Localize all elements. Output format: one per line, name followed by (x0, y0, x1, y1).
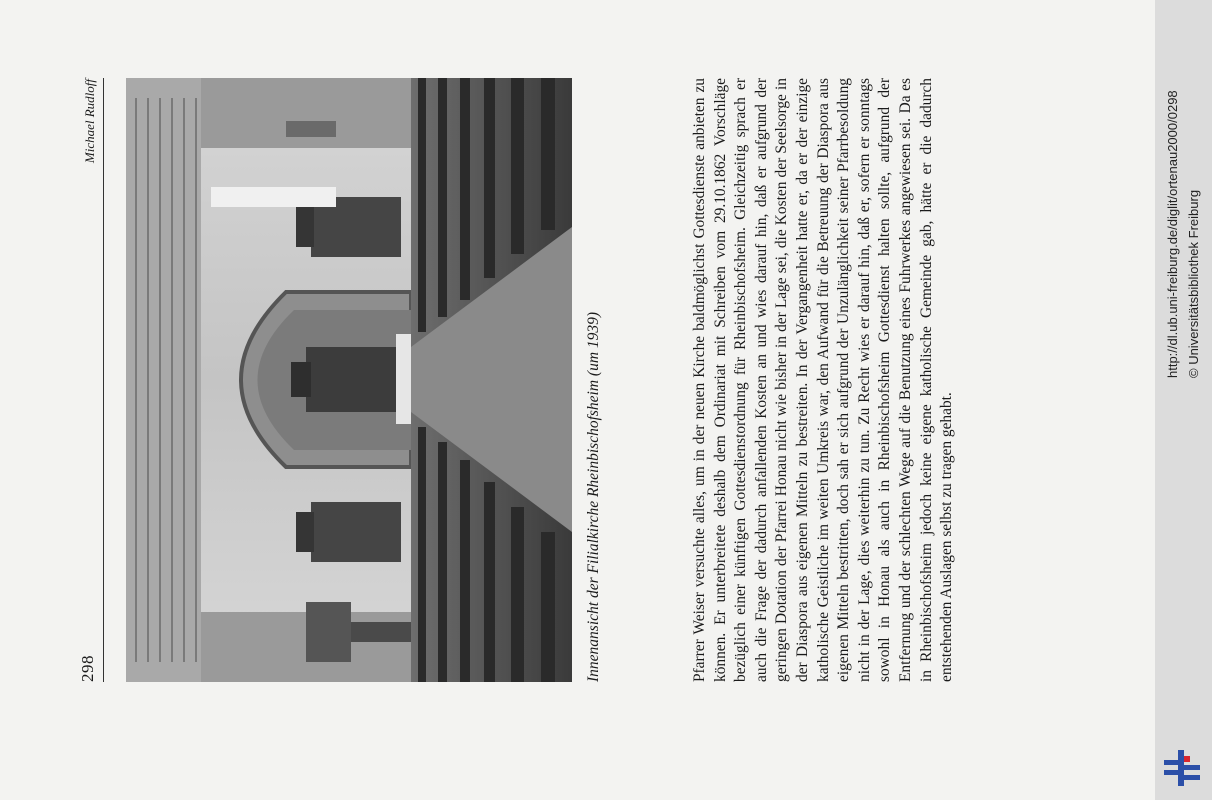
sidebar-text (1155, 0, 1212, 790)
body-paragraph: Pfarrer Weiser versuchte alles, um in der neuen Kirche baldmöglichst Gottesdienste anbieten zu können. Er unterbreitete deshalb dem Ordinariat mit Schreiben vom 29.10.1862 Vorschläge bezüglich einer künftigen Gottesdienstordnung für Rheinbischofsheim. Gleichzeitig sprach er auch die Frage der dadurch anfallenden Kosten an und wies darauf hin, daß er aufgrund der geringen Dotation der Pfarrei Honau nicht wie bisher in der Lage sei, die Kosten der Seelsorge in der Diaspora aus eigenen Mitteln zu bestreiten. In der Vergangenheit hatte er, da er der einzige katholische Geistliche im weiten Umkreis war, den Aufwand für die Betreuung der Diaspora aus eigenen Mitteln bestritten, doch sah er sich aufgrund der Unzulänglichkeit seiner Pfarrbesoldung nicht in der Lage, dies weiterhin zu tun. Zu Recht wies er darauf hin, daß er, sofern er sonntags sowohl in Honau als auch in Rheinbischofsheim Gottesdienst halten sollte, aufgrund der Entfernung und der schlechten Wege auf die Benutzung eines Fuhrwerkes angewiesen sei. Da es in Rheinbischofsheim jedoch keine eigene katholische Gemeinde gab, hätte er die dadurch entstehenden Auslagen selbst zu tragen gehabt. (691, 78, 956, 682)
library-sidebar (1155, 0, 1212, 800)
header-rule (103, 78, 104, 682)
church-interior-photo (126, 78, 572, 682)
page-number: 298 (78, 655, 97, 682)
figure-caption: Innenansicht der Filialkirche Rheinbischofsheim (um 1939) (585, 311, 602, 682)
copyright-notice: © Universitätsbibliothek Freiburg (1186, 189, 1201, 378)
running-head: Michael Rudloff (82, 79, 97, 164)
source-url-link[interactable]: http://dl.ub.uni-freiburg.de/diglit/ortenau2000/0298 (1165, 90, 1180, 378)
ub-freiburg-logo-icon (1162, 748, 1206, 788)
